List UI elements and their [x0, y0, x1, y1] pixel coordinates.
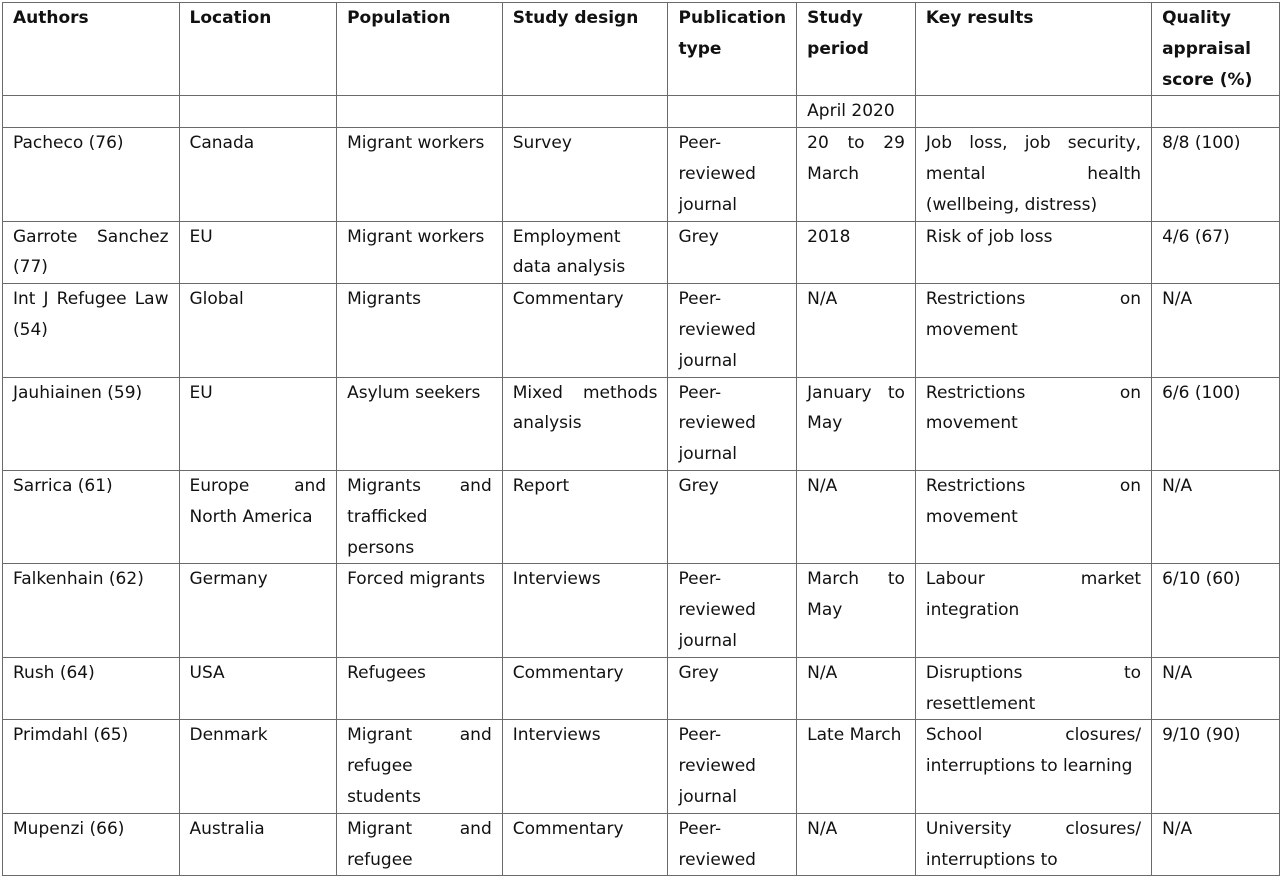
cell-publication-type: Grey	[668, 657, 797, 720]
cell-author: Sarrica (61)	[3, 470, 180, 563]
cell-population: Migrant workers	[337, 221, 503, 284]
header-study-design: Study design	[502, 3, 668, 96]
header-study-period: Study period	[797, 3, 916, 96]
cell-study-period: March to May	[797, 564, 916, 657]
header-key-results: Key results	[915, 3, 1151, 96]
cell-population: Refugees	[337, 657, 503, 720]
cell-author: Primdahl (65)	[3, 720, 180, 813]
cell-author: Garrote Sanchez (77)	[3, 221, 180, 284]
cell-author: Rush (64)	[3, 657, 180, 720]
cell-publication-type: Peer-reviewed journal	[668, 564, 797, 657]
cell-location: Denmark	[179, 720, 337, 813]
cell-location: Canada	[179, 128, 337, 221]
cell-publication-type: Peer-reviewed journal	[668, 720, 797, 813]
cell-population: Migrant and refugee students	[337, 720, 503, 813]
cell-author: Mupenzi (66)	[3, 813, 180, 876]
studies-table	[2, 2, 1280, 876]
cell-quality-score: N/A	[1152, 657, 1280, 720]
cell-publication-type: Peer-reviewed journal	[668, 128, 797, 221]
table-cell: April 2020	[797, 96, 916, 128]
cell-location: Australia	[179, 813, 337, 876]
cell-location: Germany	[179, 564, 337, 657]
cell-study-period: 2018	[797, 221, 916, 284]
cell-key-results: School closures/ interruptions to learning	[915, 720, 1151, 813]
cell-study-period: 20 to 29 March	[797, 128, 916, 221]
cell-key-results: Restrictions on movement	[915, 284, 1151, 377]
cell-population: Forced migrants	[337, 564, 503, 657]
cell-publication-type: Peer-reviewed journal	[668, 284, 797, 377]
cell-quality-score: 8/8 (100)	[1152, 128, 1280, 221]
table-cell	[179, 96, 337, 128]
table-row	[3, 813, 1280, 876]
cell-population: Asylum seekers	[337, 377, 503, 470]
cell-quality-score: 9/10 (90)	[1152, 720, 1280, 813]
cell-location: EU	[179, 221, 337, 284]
table-row	[3, 284, 1280, 377]
table-cell	[1152, 96, 1280, 128]
header-population: Population	[337, 3, 503, 96]
cell-study-period: N/A	[797, 284, 916, 377]
cell-location: EU	[179, 377, 337, 470]
cell-population: Migrant workers	[337, 128, 503, 221]
cell-publication-type: Peer-reviewed	[668, 813, 797, 876]
cell-study-period: January to May	[797, 377, 916, 470]
cell-study-period: Late March	[797, 720, 916, 813]
cell-location: Europe and North America	[179, 470, 337, 563]
table-cell	[668, 96, 797, 128]
cell-key-results: Job loss, job security, mental health (wellbeing, distress)	[915, 128, 1151, 221]
continuation-row	[3, 96, 1280, 128]
cell-author: Jauhiainen (59)	[3, 377, 180, 470]
cell-study-design: Commentary	[502, 284, 668, 377]
cell-study-design: Mixed methods analysis	[502, 377, 668, 470]
cell-location: USA	[179, 657, 337, 720]
cell-population: Migrants and trafficked persons	[337, 470, 503, 563]
cell-study-period: N/A	[797, 470, 916, 563]
cell-key-results: Labour market integration	[915, 564, 1151, 657]
table-cell	[337, 96, 503, 128]
cell-key-results: Restrictions on movement	[915, 377, 1151, 470]
header-quality-score: Quality appraisal score (%)	[1152, 3, 1280, 96]
cell-study-design: Employment data analysis	[502, 221, 668, 284]
cell-publication-type: Grey	[668, 221, 797, 284]
cell-study-design: Report	[502, 470, 668, 563]
header-authors: Authors	[3, 3, 180, 96]
cell-study-design: Commentary	[502, 813, 668, 876]
cell-author: Int J Refugee Law (54)	[3, 284, 180, 377]
cell-author: Pacheco (76)	[3, 128, 180, 221]
cell-quality-score: 6/10 (60)	[1152, 564, 1280, 657]
table-cell	[915, 96, 1151, 128]
table-row	[3, 564, 1280, 657]
cell-quality-score: 6/6 (100)	[1152, 377, 1280, 470]
cell-study-design: Survey	[502, 128, 668, 221]
cell-study-period: N/A	[797, 657, 916, 720]
header-row	[3, 3, 1280, 96]
table-row	[3, 377, 1280, 470]
table-cell	[502, 96, 668, 128]
table-row	[3, 128, 1280, 221]
cell-publication-type: Grey	[668, 470, 797, 563]
cell-study-design: Commentary	[502, 657, 668, 720]
header-location: Location	[179, 3, 337, 96]
cell-study-design: Interviews	[502, 720, 668, 813]
cell-population: Migrant and refugee	[337, 813, 503, 876]
cell-study-period: N/A	[797, 813, 916, 876]
cell-key-results: Disruptions to resettlement	[915, 657, 1151, 720]
table-row	[3, 470, 1280, 563]
cell-quality-score: N/A	[1152, 284, 1280, 377]
cell-publication-type: Peer-reviewed journal	[668, 377, 797, 470]
cell-quality-score: N/A	[1152, 470, 1280, 563]
cell-population: Migrants	[337, 284, 503, 377]
table-row	[3, 221, 1280, 284]
cell-key-results: Restrictions on movement	[915, 470, 1151, 563]
cell-location: Global	[179, 284, 337, 377]
cell-key-results: University closures/ interruptions to	[915, 813, 1151, 876]
table-row	[3, 720, 1280, 813]
cell-key-results: Risk of job loss	[915, 221, 1151, 284]
cell-quality-score: N/A	[1152, 813, 1280, 876]
table-cell	[3, 96, 180, 128]
cell-study-design: Interviews	[502, 564, 668, 657]
table-row	[3, 657, 1280, 720]
header-publication-type: Publication type	[668, 3, 797, 96]
cell-author: Falkenhain (62)	[3, 564, 180, 657]
cell-quality-score: 4/6 (67)	[1152, 221, 1280, 284]
